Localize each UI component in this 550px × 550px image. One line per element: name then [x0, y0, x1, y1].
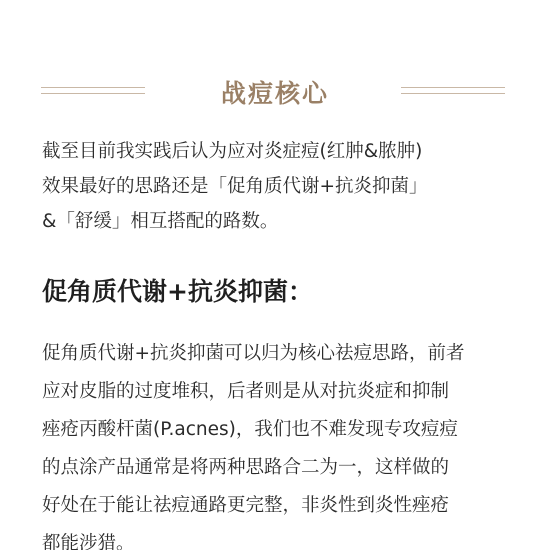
intro-line: 截至目前我实践后认为应对炎症痘(红肿&脓肿) — [42, 141, 423, 162]
body-paragraph — [42, 335, 522, 550]
body-line: 应对皮脂的过度堆积，后者则是从对抗炎症和抑制 — [42, 381, 450, 402]
intro-line: 效果最好的思路还是「促角质代谢+抗炎抑菌」 — [42, 176, 428, 197]
body-line: 好处在于能让祛痘通路更完整，非炎性到炎性痤疮 — [42, 495, 450, 516]
body-line: 都能涉猎。 — [42, 533, 135, 550]
intro-line: &「舒缓」相互搭配的路数。 — [42, 211, 279, 232]
body-line: 促角质代谢+抗炎抑菌可以归为核心祛痘思路，前者 — [42, 343, 465, 364]
body-line: 的点涂产品通常是将两种思路合二为一，这样做的 — [42, 457, 450, 478]
section-title: 战痘核心 — [220, 79, 329, 108]
intro-paragraph — [42, 134, 522, 239]
section-header — [0, 72, 550, 116]
subheading: 促角质代谢+抗炎抑菌： — [42, 277, 313, 306]
body-line: 痤疮丙酸杆菌(P.acnes)，我们也不难发现专攻痘痘 — [42, 419, 458, 440]
